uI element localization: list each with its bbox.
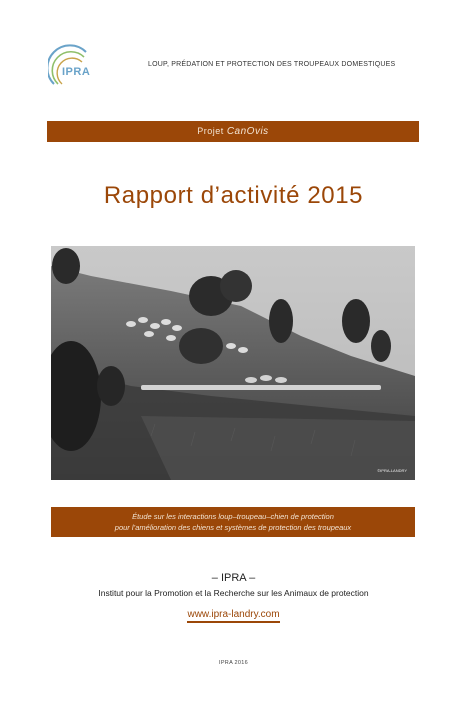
study-line-1: Étude sur les interactions loup–troupeau–chien de protection	[132, 512, 334, 521]
website-link-text[interactable]: www.ipra-landry.com	[187, 609, 279, 623]
institute-full-name: Institut pour la Promotion et la Recherche sur les Animaux de protection	[98, 588, 369, 598]
project-name: CanOvis	[226, 126, 269, 137]
study-band	[51, 507, 415, 537]
study-line-2: pour l’amélioration des chiens et systèmes de protection des troupeaux	[114, 523, 352, 532]
cover-photo	[51, 246, 415, 480]
project-prefix: Projet	[197, 126, 224, 136]
logo-text: IPRA	[62, 66, 91, 78]
institute-short-name: – IPRA –	[211, 572, 256, 584]
website-link[interactable]	[0, 609, 467, 620]
report-title: Rapport d’activité 2015	[103, 182, 364, 209]
footer-text: IPRA 2016	[219, 660, 248, 666]
header-tagline: LOUP, PRÉDATION ET PROTECTION DES TROUPEAUX DOMESTIQUES	[148, 61, 396, 68]
project-band	[47, 121, 419, 142]
photo-credit: ©IPRA-LANDRY	[377, 468, 407, 473]
